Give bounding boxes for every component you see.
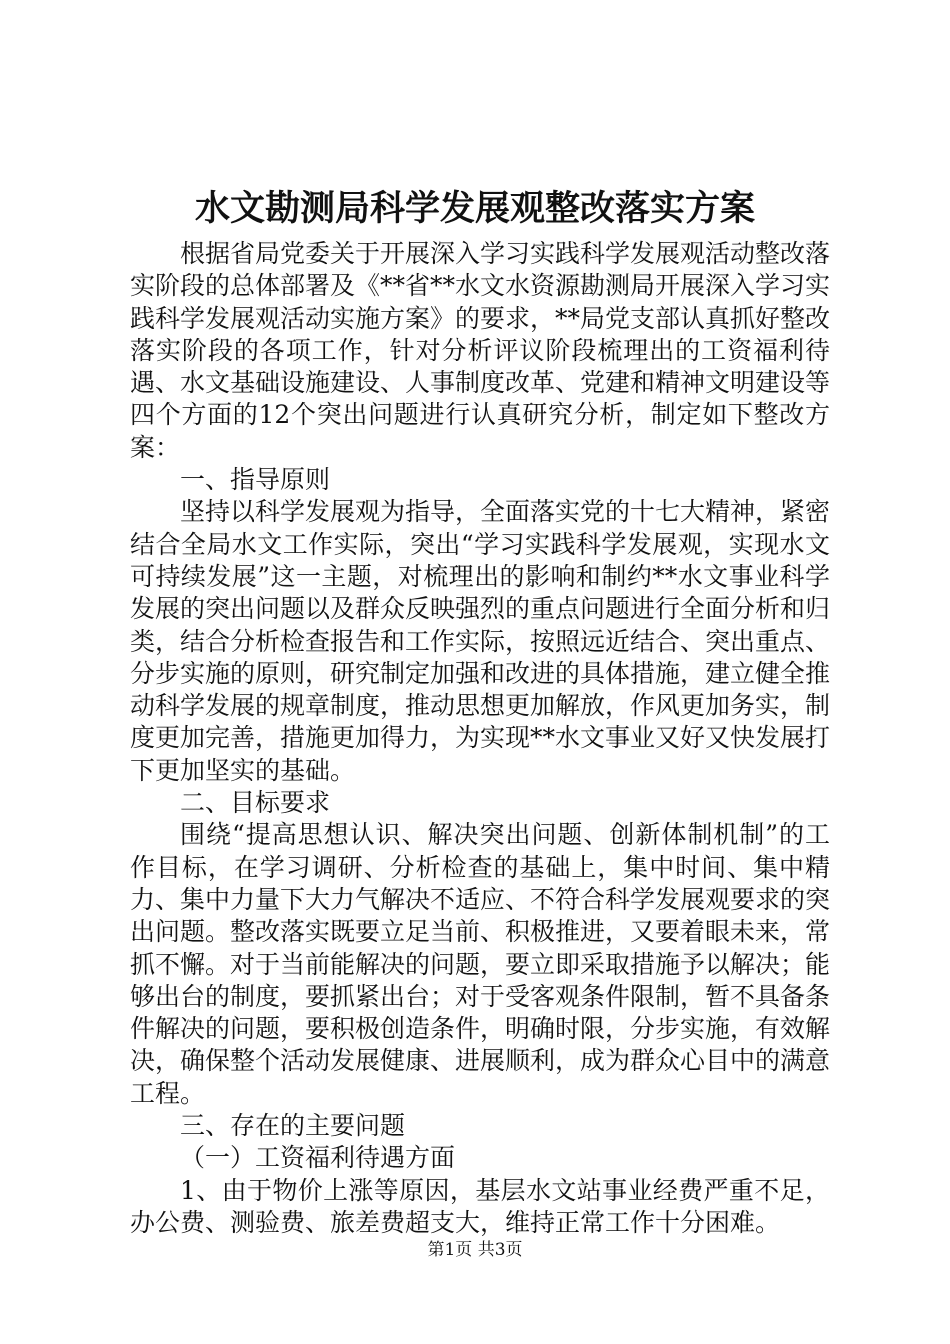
intro-paragraph: 根据省局党委关于开展深入学习实践科学发展观活动整改落实阶段的总体部署及《**省**水文水资源勘测局开展深入学习实践科学发展观活动实施方案》的要求，**局党支部认真抓好整改落实阶段的各项工作，针对分析评议阶段梳理出的工资福利待遇、水文基础设施建设、人事制度改革、党建和精神文明建设等四个方面的12个突出问题进行认真研究分析，制定如下整改方案：: [130, 239, 831, 462]
document-body: [130, 238, 830, 1239]
section-heading-guiding-principles: 一、指导原则: [180, 465, 331, 495]
subsection-heading-salary-benefits: （一）工资福利待遇方面: [180, 1143, 456, 1173]
section-heading-goals: 二、目标要求: [180, 788, 331, 818]
section-heading-main-problems: 三、存在的主要问题: [180, 1111, 406, 1141]
page-footer: 第1页 共3页: [427, 1240, 523, 1260]
document-title: 水文勘测局科学发展观整改落实方案: [194, 188, 755, 229]
guiding-principles-paragraph: 坚持以科学发展观为指导，全面落实党的十七大精神，紧密结合全局水文工作实际，突出“学习实践科学发展观，实现水文可持续发展”这一主题，对梳理出的影响和制约**水文事业科学发展的突出问题以及群众反映强烈的重点问题进行全面分析和归类，结合分析检查报告和工作实际，按照远近结合、突出重点、分步实施的原则，研究制定加强和改进的具体措施，建立健全推动科学发展的规章制度，推动思想更加解放，作风更加务实，制度更加完善，措施更加得力，为实现**水文事业又好又快发展打下更加坚实的基础。: [130, 497, 831, 785]
goals-paragraph: 围绕“提高思想认识、解决突出问题、创新体制机制”的工作目标，在学习调研、分析检查的基础上，集中时间、集中精力、集中力量下大力气解决不适应、不符合科学发展观要求的突出问题。整改落实既要立足当前、积极推进，又要着眼未来，常抓不懈。对于当前能解决的问题，要立即采取措施予以解决；能够出台的制度，要抓紧出台；对于受客观条件限制，暂不具备条件解决的问题，要积极创造条件，明确时限，分步实施，有效解决，确保整个活动发展健康、进展顺利，成为群众心目中的满意工程。: [130, 820, 831, 1108]
problem-item-1: 1、由于物价上涨等原因，基层水文站事业经费严重不足，办公费、测验费、旅差费超支大，维持正常工作十分困难。: [130, 1175, 830, 1237]
